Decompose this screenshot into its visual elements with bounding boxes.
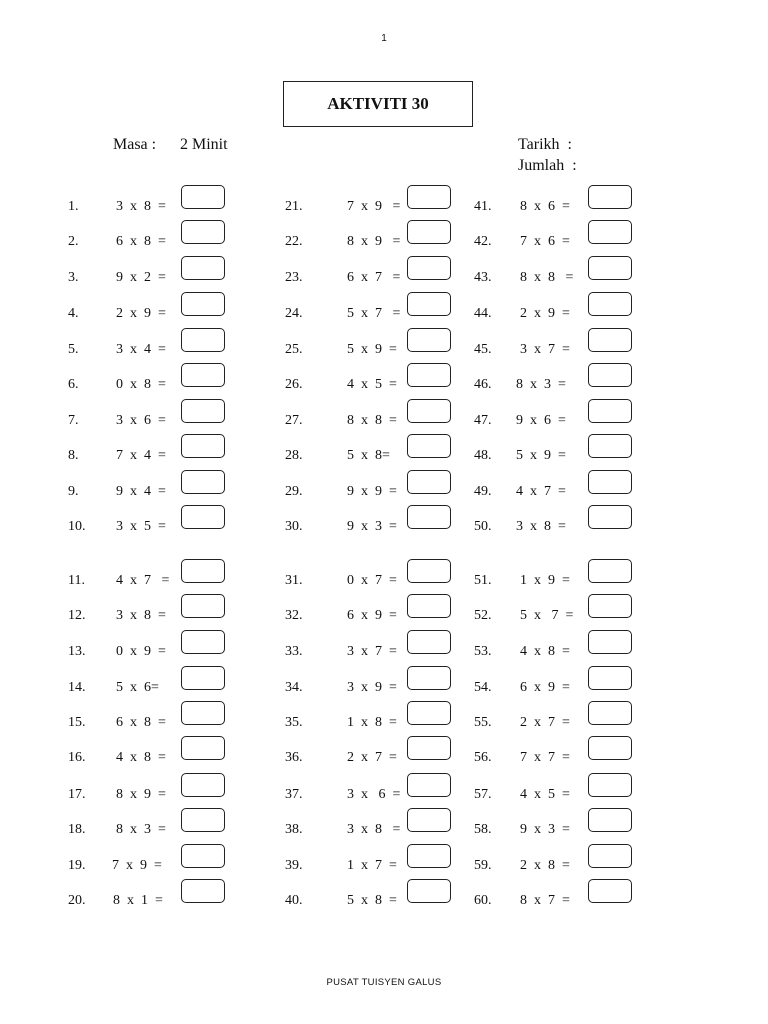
- question-number: 15.: [68, 715, 86, 730]
- answer-box[interactable]: [181, 220, 225, 244]
- answer-box[interactable]: [407, 879, 451, 903]
- answer-box[interactable]: [588, 505, 632, 529]
- question-expression: 9 x 3 =: [347, 519, 397, 534]
- question-expression: 7 x 4 =: [116, 448, 166, 463]
- answer-box[interactable]: [181, 328, 225, 352]
- answer-box[interactable]: [588, 470, 632, 494]
- question-expression: 0 x 8 =: [116, 377, 166, 392]
- question-expression: 6 x 8 =: [116, 234, 166, 249]
- answer-box[interactable]: [588, 630, 632, 654]
- question-expression: 6 x 8 =: [116, 715, 166, 730]
- question-number: 2.: [68, 234, 79, 249]
- answer-box[interactable]: [588, 736, 632, 760]
- question-expression: 6 x 7 =: [347, 270, 401, 285]
- answer-box[interactable]: [181, 773, 225, 797]
- question-expression: 4 x 8 =: [116, 750, 166, 765]
- question-number: 23.: [285, 270, 303, 285]
- question-number: 8.: [68, 448, 79, 463]
- question-number: 40.: [285, 893, 303, 908]
- answer-box[interactable]: [407, 363, 451, 387]
- answer-box[interactable]: [407, 701, 451, 725]
- answer-box[interactable]: [181, 844, 225, 868]
- question-number: 9.: [68, 484, 79, 499]
- answer-box[interactable]: [588, 773, 632, 797]
- answer-box[interactable]: [588, 256, 632, 280]
- question-expression: 4 x 7 =: [116, 573, 170, 588]
- question-expression: 5 x 8 =: [347, 893, 397, 908]
- answer-box[interactable]: [181, 505, 225, 529]
- answer-box[interactable]: [588, 363, 632, 387]
- question-number: 11.: [68, 573, 85, 588]
- question-expression: 3 x 4 =: [116, 342, 166, 357]
- question-number: 38.: [285, 822, 303, 837]
- question-expression: 0 x 7 =: [347, 573, 397, 588]
- question-expression: 3 x 5 =: [116, 519, 166, 534]
- question-number: 60.: [474, 893, 492, 908]
- question-expression: 7 x 9 =: [347, 199, 401, 214]
- answer-box[interactable]: [181, 292, 225, 316]
- answer-box[interactable]: [181, 470, 225, 494]
- question-number: 27.: [285, 413, 303, 428]
- question-number: 39.: [285, 858, 303, 873]
- question-expression: 5 x 7 =: [347, 306, 401, 321]
- answer-box[interactable]: [407, 844, 451, 868]
- question-number: 33.: [285, 644, 303, 659]
- question-number: 57.: [474, 787, 492, 802]
- question-number: 34.: [285, 680, 303, 695]
- answer-box[interactable]: [407, 736, 451, 760]
- answer-box[interactable]: [407, 470, 451, 494]
- question-number: 58.: [474, 822, 492, 837]
- question-number: 28.: [285, 448, 303, 463]
- answer-box[interactable]: [181, 879, 225, 903]
- question-expression: 1 x 9 =: [520, 573, 570, 588]
- question-number: 53.: [474, 644, 492, 659]
- question-number: 22.: [285, 234, 303, 249]
- answer-box[interactable]: [407, 328, 451, 352]
- question-expression: 9 x 4 =: [116, 484, 166, 499]
- answer-box[interactable]: [407, 505, 451, 529]
- question-number: 36.: [285, 750, 303, 765]
- answer-box[interactable]: [588, 399, 632, 423]
- question-number: 43.: [474, 270, 492, 285]
- answer-box[interactable]: [407, 666, 451, 690]
- answer-box[interactable]: [407, 773, 451, 797]
- question-expression: 3 x 6 =: [347, 787, 401, 802]
- question-number: 35.: [285, 715, 303, 730]
- question-number: 12.: [68, 608, 86, 623]
- question-number: 59.: [474, 858, 492, 873]
- answer-box[interactable]: [588, 434, 632, 458]
- answer-box[interactable]: [181, 434, 225, 458]
- question-expression: 9 x 6 =: [516, 413, 566, 428]
- question-number: 44.: [474, 306, 492, 321]
- masa-label: Masa :: [113, 136, 157, 153]
- answer-box[interactable]: [588, 185, 632, 209]
- question-expression: 3 x 8 =: [116, 608, 166, 623]
- question-number: 37.: [285, 787, 303, 802]
- question-expression: 3 x 8 =: [347, 822, 401, 837]
- answer-box[interactable]: [181, 594, 225, 618]
- question-expression: 8 x 9 =: [347, 234, 401, 249]
- question-number: 45.: [474, 342, 492, 357]
- question-number: 14.: [68, 680, 86, 695]
- answer-box[interactable]: [181, 185, 225, 209]
- answer-box[interactable]: [407, 256, 451, 280]
- question-expression: 6 x 9 =: [347, 608, 397, 623]
- question-number: 52.: [474, 608, 492, 623]
- question-expression: 9 x 9 =: [347, 484, 397, 499]
- question-number: 32.: [285, 608, 303, 623]
- answer-box[interactable]: [407, 559, 451, 583]
- question-number: 25.: [285, 342, 303, 357]
- question-number: 50.: [474, 519, 492, 534]
- question-expression: 5 x 6=: [116, 680, 159, 695]
- question-number: 30.: [285, 519, 303, 534]
- answer-box[interactable]: [588, 328, 632, 352]
- question-expression: 3 x 6 =: [116, 413, 166, 428]
- question-number: 29.: [285, 484, 303, 499]
- question-expression: 5 x 9 =: [347, 342, 397, 357]
- question-number: 41.: [474, 199, 492, 214]
- question-number: 55.: [474, 715, 492, 730]
- question-expression: 2 x 9 =: [520, 306, 570, 321]
- question-number: 46.: [474, 377, 492, 392]
- answer-box[interactable]: [407, 292, 451, 316]
- jumlah-label: Jumlah :: [518, 157, 577, 174]
- answer-box[interactable]: [181, 363, 225, 387]
- question-number: 19.: [68, 858, 86, 873]
- question-expression: 3 x 9 =: [347, 680, 397, 695]
- answer-box[interactable]: [407, 594, 451, 618]
- question-expression: 2 x 7 =: [347, 750, 397, 765]
- answer-box[interactable]: [588, 594, 632, 618]
- question-number: 56.: [474, 750, 492, 765]
- answer-box[interactable]: [588, 220, 632, 244]
- question-number: 20.: [68, 893, 86, 908]
- question-expression: 8 x 8 =: [520, 270, 574, 285]
- question-expression: 2 x 9 =: [116, 306, 166, 321]
- question-expression: 3 x 8 =: [116, 199, 166, 214]
- question-expression: 4 x 5 =: [347, 377, 397, 392]
- question-expression: 4 x 5 =: [520, 787, 570, 802]
- answer-box[interactable]: [407, 434, 451, 458]
- question-expression: 7 x 6 =: [520, 234, 570, 249]
- answer-box[interactable]: [181, 256, 225, 280]
- answer-box[interactable]: [588, 808, 632, 832]
- question-number: 5.: [68, 342, 79, 357]
- question-expression: 8 x 3 =: [516, 377, 566, 392]
- question-number: 24.: [285, 306, 303, 321]
- question-expression: 8 x 1 =: [113, 893, 163, 908]
- answer-box[interactable]: [181, 630, 225, 654]
- answer-box[interactable]: [588, 879, 632, 903]
- question-expression: 8 x 6 =: [520, 199, 570, 214]
- question-number: 18.: [68, 822, 86, 837]
- question-expression: 5 x 7 =: [520, 608, 574, 623]
- question-expression: 3 x 8 =: [516, 519, 566, 534]
- answer-box[interactable]: [407, 185, 451, 209]
- question-expression: 0 x 9 =: [116, 644, 166, 659]
- tarikh-label: Tarikh :: [518, 136, 572, 153]
- question-number: 42.: [474, 234, 492, 249]
- question-expression: 7 x 9 =: [112, 858, 162, 873]
- answer-box[interactable]: [588, 559, 632, 583]
- question-number: 3.: [68, 270, 79, 285]
- question-number: 54.: [474, 680, 492, 695]
- answer-box[interactable]: [588, 666, 632, 690]
- question-expression: 1 x 7 =: [347, 858, 397, 873]
- answer-box[interactable]: [407, 808, 451, 832]
- answer-box[interactable]: [181, 736, 225, 760]
- question-expression: 4 x 8 =: [520, 644, 570, 659]
- question-expression: 7 x 7 =: [520, 750, 570, 765]
- answer-box[interactable]: [588, 292, 632, 316]
- question-expression: 9 x 2 =: [116, 270, 166, 285]
- answer-box[interactable]: [407, 399, 451, 423]
- question-number: 49.: [474, 484, 492, 499]
- question-number: 7.: [68, 413, 79, 428]
- question-number: 26.: [285, 377, 303, 392]
- question-expression: 4 x 7 =: [516, 484, 566, 499]
- answer-box[interactable]: [181, 701, 225, 725]
- question-number: 16.: [68, 750, 86, 765]
- question-expression: 6 x 9 =: [520, 680, 570, 695]
- question-expression: 8 x 3 =: [116, 822, 166, 837]
- page-number: 1: [381, 33, 387, 44]
- question-number: 48.: [474, 448, 492, 463]
- masa-value: 2 Minit: [180, 136, 228, 153]
- question-number: 51.: [474, 573, 492, 588]
- answer-box[interactable]: [588, 844, 632, 868]
- question-number: 4.: [68, 306, 79, 321]
- question-expression: 9 x 3 =: [520, 822, 570, 837]
- answer-box[interactable]: [407, 220, 451, 244]
- question-expression: 8 x 7 =: [520, 893, 570, 908]
- question-number: 13.: [68, 644, 86, 659]
- answer-box[interactable]: [407, 630, 451, 654]
- footer-text: PUSAT TUISYEN GALUS: [326, 977, 442, 988]
- question-number: 21.: [285, 199, 303, 214]
- question-expression: 5 x 9 =: [516, 448, 566, 463]
- question-number: 6.: [68, 377, 79, 392]
- question-expression: 8 x 8 =: [347, 413, 397, 428]
- activity-title: AKTIVITI 30: [283, 81, 473, 127]
- question-number: 17.: [68, 787, 86, 802]
- question-expression: 8 x 9 =: [116, 787, 166, 802]
- answer-box[interactable]: [181, 808, 225, 832]
- question-number: 1.: [68, 199, 79, 214]
- question-number: 31.: [285, 573, 303, 588]
- answer-box[interactable]: [181, 559, 225, 583]
- question-expression: 3 x 7 =: [347, 644, 397, 659]
- question-expression: 3 x 7 =: [520, 342, 570, 357]
- answer-box[interactable]: [588, 701, 632, 725]
- answer-box[interactable]: [181, 399, 225, 423]
- question-expression: 2 x 8 =: [520, 858, 570, 873]
- answer-box[interactable]: [181, 666, 225, 690]
- question-number: 10.: [68, 519, 86, 534]
- question-expression: 5 x 8=: [347, 448, 390, 463]
- question-expression: 2 x 7 =: [520, 715, 570, 730]
- question-number: 47.: [474, 413, 492, 428]
- question-expression: 1 x 8 =: [347, 715, 397, 730]
